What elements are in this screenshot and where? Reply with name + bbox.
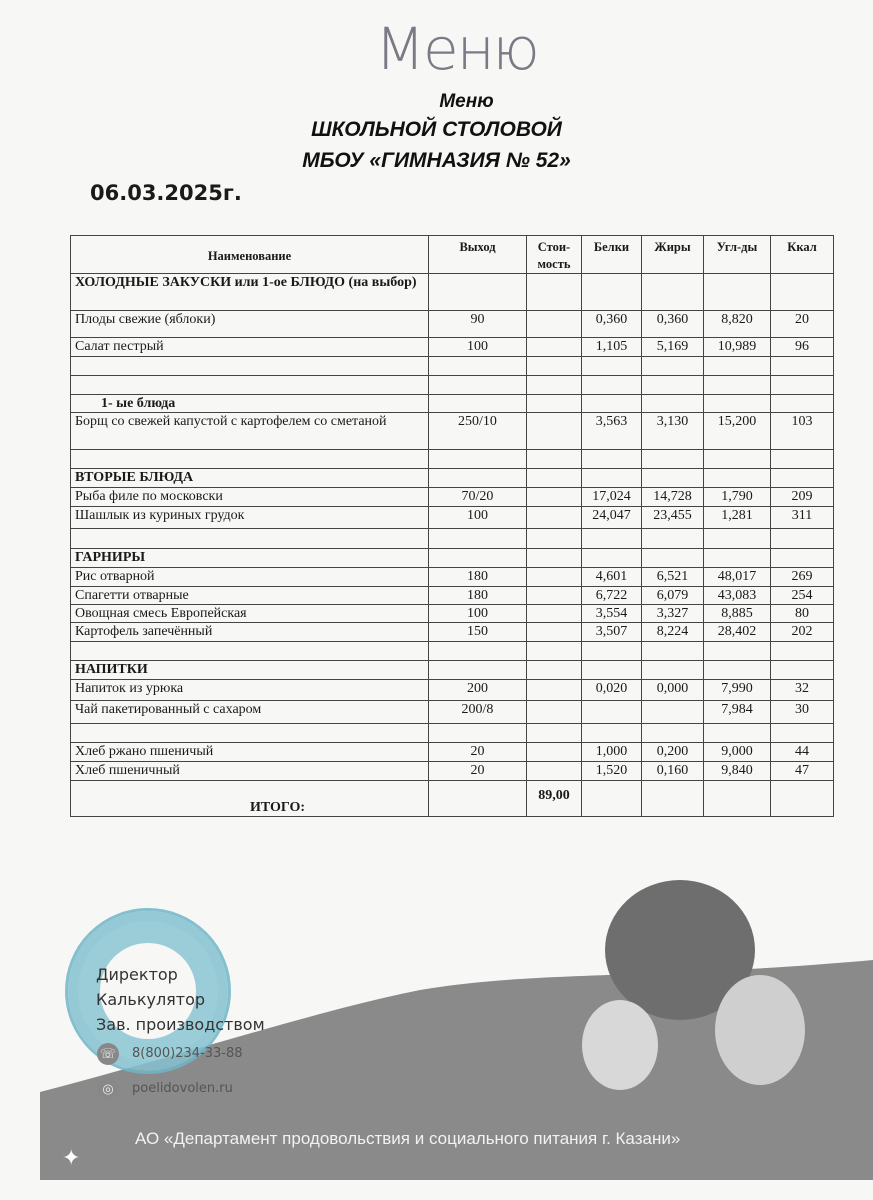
carbs xyxy=(704,549,771,568)
fat: 6,079 xyxy=(642,587,704,605)
carbs xyxy=(704,376,771,395)
cost xyxy=(527,642,582,661)
empty-row xyxy=(71,642,834,661)
handwritten-title: Меню xyxy=(375,15,538,83)
header-kcal: Ккал xyxy=(771,236,834,274)
cost xyxy=(527,623,582,642)
table-row xyxy=(71,623,834,642)
fat xyxy=(642,376,704,395)
fat: 14,728 xyxy=(642,488,704,507)
output: 20 xyxy=(429,762,527,781)
fat xyxy=(642,724,704,743)
protein xyxy=(582,549,642,568)
protein: 0,360 xyxy=(582,311,642,338)
header-carbs: Угл-ды xyxy=(704,236,771,274)
table-row xyxy=(71,743,834,762)
carbs xyxy=(704,469,771,488)
protein: 6,722 xyxy=(582,587,642,605)
protein: 4,601 xyxy=(582,568,642,587)
dish-name xyxy=(71,724,429,743)
section-title: ХОЛОДНЫЕ ЗАКУСКИ или 1-ое БЛЮДО (на выбор) xyxy=(71,274,429,311)
table-row xyxy=(71,488,834,507)
cost xyxy=(527,661,582,680)
dish-name: Хлеб пшеничный xyxy=(71,762,429,781)
dish-name xyxy=(71,529,429,549)
kcal: 20 xyxy=(771,311,834,338)
cost xyxy=(527,395,582,413)
kcal xyxy=(771,661,834,680)
fat xyxy=(642,529,704,549)
output xyxy=(429,376,527,395)
protein xyxy=(582,469,642,488)
fat: 0,160 xyxy=(642,762,704,781)
dish-name xyxy=(71,642,429,661)
dish-name: Шашлык из куриных грудок xyxy=(71,507,429,529)
protein xyxy=(582,529,642,549)
dish-name: Спагетти отварные xyxy=(71,587,429,605)
fat: 3,130 xyxy=(642,413,704,450)
protein: 1,520 xyxy=(582,762,642,781)
carbs: 15,200 xyxy=(704,413,771,450)
kcal xyxy=(771,549,834,568)
protein xyxy=(582,701,642,724)
protein: 3,563 xyxy=(582,413,642,450)
dish-name: Салат пестрый xyxy=(71,338,429,357)
character-illustration xyxy=(582,1000,658,1090)
protein xyxy=(582,724,642,743)
carbs: 7,984 xyxy=(704,701,771,724)
fat: 0,000 xyxy=(642,680,704,701)
section-title: ГАРНИРЫ xyxy=(71,549,429,568)
carbs xyxy=(704,395,771,413)
title: Меню xyxy=(439,91,494,112)
carbs xyxy=(704,274,771,311)
cost xyxy=(527,413,582,450)
empty-row xyxy=(71,724,834,743)
kcal: 269 xyxy=(771,568,834,587)
signature-calculator: Калькулятор xyxy=(96,990,206,1009)
phone-icon: ☏ xyxy=(97,1043,119,1065)
empty-row xyxy=(71,357,834,376)
protein: 0,020 xyxy=(582,680,642,701)
cost xyxy=(527,701,582,724)
kcal: 47 xyxy=(771,762,834,781)
carbs: 9,000 xyxy=(704,743,771,762)
protein xyxy=(582,376,642,395)
empty-cell xyxy=(704,781,771,817)
output xyxy=(429,450,527,469)
fat: 23,455 xyxy=(642,507,704,529)
carbs xyxy=(704,724,771,743)
output: 250/10 xyxy=(429,413,527,450)
phone-number: 8(800)234-33-88 xyxy=(132,1046,243,1061)
carbs xyxy=(704,661,771,680)
dish-name xyxy=(71,357,429,376)
kcal: 311 xyxy=(771,507,834,529)
menu-date: 06.03.2025г. xyxy=(90,181,242,205)
kcal: 32 xyxy=(771,680,834,701)
kcal: 103 xyxy=(771,413,834,450)
cost xyxy=(527,274,582,311)
kcal xyxy=(771,529,834,549)
kcal xyxy=(771,274,834,311)
kcal: 254 xyxy=(771,587,834,605)
website: poelidovolen.ru xyxy=(132,1081,233,1096)
kcal: 30 xyxy=(771,701,834,724)
carbs xyxy=(704,357,771,376)
kcal xyxy=(771,724,834,743)
output: 180 xyxy=(429,568,527,587)
section-row xyxy=(71,661,834,680)
output xyxy=(429,724,527,743)
protein: 1,000 xyxy=(582,743,642,762)
fat xyxy=(642,450,704,469)
table-row xyxy=(71,507,834,529)
table-row xyxy=(71,413,834,450)
output: 70/20 xyxy=(429,488,527,507)
fat xyxy=(642,549,704,568)
protein: 3,507 xyxy=(582,623,642,642)
kcal: 96 xyxy=(771,338,834,357)
empty-cell xyxy=(771,781,834,817)
cost xyxy=(527,587,582,605)
table-row xyxy=(71,587,834,605)
table-row xyxy=(71,701,834,724)
footer-organization: АО «Департамент продовольствия и социального питания г. Казани» xyxy=(135,1129,681,1148)
total-label: ИТОГО: xyxy=(71,781,429,817)
cost xyxy=(527,338,582,357)
kcal: 80 xyxy=(771,605,834,623)
fat: 0,200 xyxy=(642,743,704,762)
output: 200 xyxy=(429,680,527,701)
kcal xyxy=(771,469,834,488)
output xyxy=(429,469,527,488)
kcal xyxy=(771,357,834,376)
table-row xyxy=(71,568,834,587)
empty-row xyxy=(71,450,834,469)
carbs: 48,017 xyxy=(704,568,771,587)
output: 150 xyxy=(429,623,527,642)
dish-name: Напиток из урюка xyxy=(71,680,429,701)
carbs: 8,820 xyxy=(704,311,771,338)
cost xyxy=(527,529,582,549)
table-row xyxy=(71,338,834,357)
output xyxy=(429,395,527,413)
empty-cell xyxy=(582,781,642,817)
cost xyxy=(527,507,582,529)
carbs xyxy=(704,642,771,661)
fat xyxy=(642,357,704,376)
sparkle-icon: ✦ xyxy=(62,1145,81,1170)
carbs: 1,281 xyxy=(704,507,771,529)
header-protein: Белки xyxy=(582,236,642,274)
kcal: 202 xyxy=(771,623,834,642)
protein: 3,554 xyxy=(582,605,642,623)
output: 180 xyxy=(429,587,527,605)
fat: 5,169 xyxy=(642,338,704,357)
carbs: 43,083 xyxy=(704,587,771,605)
dish-name: Рыба филе по московски xyxy=(71,488,429,507)
total-cost: 89,00 xyxy=(527,781,582,817)
dish-name xyxy=(71,376,429,395)
section-title: ВТОРЫЕ БЛЮДА xyxy=(71,469,429,488)
carbs xyxy=(704,450,771,469)
carbs: 10,989 xyxy=(704,338,771,357)
header-fat: Жиры xyxy=(642,236,704,274)
empty-cell xyxy=(429,781,527,817)
output: 100 xyxy=(429,507,527,529)
kcal xyxy=(771,376,834,395)
menu-table xyxy=(70,235,834,817)
header-cost: Стои-мость xyxy=(527,236,582,274)
header-output: Выход xyxy=(429,236,527,274)
fat xyxy=(642,274,704,311)
protein: 24,047 xyxy=(582,507,642,529)
cost xyxy=(527,762,582,781)
globe-icon: ◎ xyxy=(97,1078,119,1100)
kcal: 44 xyxy=(771,743,834,762)
dish-name: Чай пакетированный с сахаром xyxy=(71,701,429,724)
cost xyxy=(527,450,582,469)
protein: 1,105 xyxy=(582,338,642,357)
cost xyxy=(527,311,582,338)
fat xyxy=(642,661,704,680)
protein xyxy=(582,661,642,680)
cost xyxy=(527,724,582,743)
cost xyxy=(527,376,582,395)
cost xyxy=(527,488,582,507)
fat xyxy=(642,395,704,413)
output xyxy=(429,274,527,311)
empty-cell xyxy=(642,781,704,817)
protein: 17,024 xyxy=(582,488,642,507)
section-row xyxy=(71,549,834,568)
fat xyxy=(642,469,704,488)
carbs: 9,840 xyxy=(704,762,771,781)
table-row xyxy=(71,605,834,623)
table-row xyxy=(71,762,834,781)
output: 20 xyxy=(429,743,527,762)
protein xyxy=(582,395,642,413)
protein xyxy=(582,450,642,469)
section-row xyxy=(71,395,834,413)
output xyxy=(429,529,527,549)
signature-production-head: Зав. производством xyxy=(96,1015,265,1034)
dish-name: Плоды свежие (яблоки) xyxy=(71,311,429,338)
total-row xyxy=(71,781,834,817)
carbs: 1,790 xyxy=(704,488,771,507)
output: 100 xyxy=(429,338,527,357)
table-row xyxy=(71,311,834,338)
carbs: 8,885 xyxy=(704,605,771,623)
output xyxy=(429,357,527,376)
cost xyxy=(527,549,582,568)
output xyxy=(429,549,527,568)
output: 200/8 xyxy=(429,701,527,724)
dish-name: Хлеб ржано пшеничый xyxy=(71,743,429,762)
fat: 3,327 xyxy=(642,605,704,623)
cost xyxy=(527,469,582,488)
cost xyxy=(527,743,582,762)
dish-name xyxy=(71,450,429,469)
kcal xyxy=(771,450,834,469)
header-name: Наименование xyxy=(71,236,429,274)
output xyxy=(429,661,527,680)
fat: 0,360 xyxy=(642,311,704,338)
table-row xyxy=(71,680,834,701)
fat: 6,521 xyxy=(642,568,704,587)
section-row xyxy=(71,274,834,311)
carbs: 7,990 xyxy=(704,680,771,701)
output: 90 xyxy=(429,311,527,338)
output xyxy=(429,642,527,661)
section-row xyxy=(71,469,834,488)
dish-name: Борщ со свежей капустой с картофелем со сметаной xyxy=(71,413,429,450)
fat xyxy=(642,701,704,724)
dish-name: Овощная смесь Европейская xyxy=(71,605,429,623)
dish-name: Картофель запечённый xyxy=(71,623,429,642)
fat xyxy=(642,642,704,661)
carbs: 28,402 xyxy=(704,623,771,642)
protein xyxy=(582,642,642,661)
signature-director: Директор xyxy=(96,965,178,984)
section-title: 1- ые блюда xyxy=(71,395,429,413)
output: 100 xyxy=(429,605,527,623)
protein xyxy=(582,274,642,311)
kcal xyxy=(771,642,834,661)
section-title: НАПИТКИ xyxy=(71,661,429,680)
empty-row xyxy=(71,529,834,549)
protein xyxy=(582,357,642,376)
subtitle-canteen: ШКОЛЬНОЙ СТОЛОВОЙ xyxy=(311,118,562,141)
kcal xyxy=(771,395,834,413)
carbs xyxy=(704,529,771,549)
cost xyxy=(527,568,582,587)
cost xyxy=(527,357,582,376)
subtitle-school: МБОУ «ГИМНАЗИЯ № 52» xyxy=(302,149,571,172)
character-illustration xyxy=(715,975,805,1085)
kcal: 209 xyxy=(771,488,834,507)
dish-name: Рис отварной xyxy=(71,568,429,587)
empty-row xyxy=(71,376,834,395)
cost xyxy=(527,680,582,701)
cost xyxy=(527,605,582,623)
fat: 8,224 xyxy=(642,623,704,642)
table-header xyxy=(71,236,834,274)
